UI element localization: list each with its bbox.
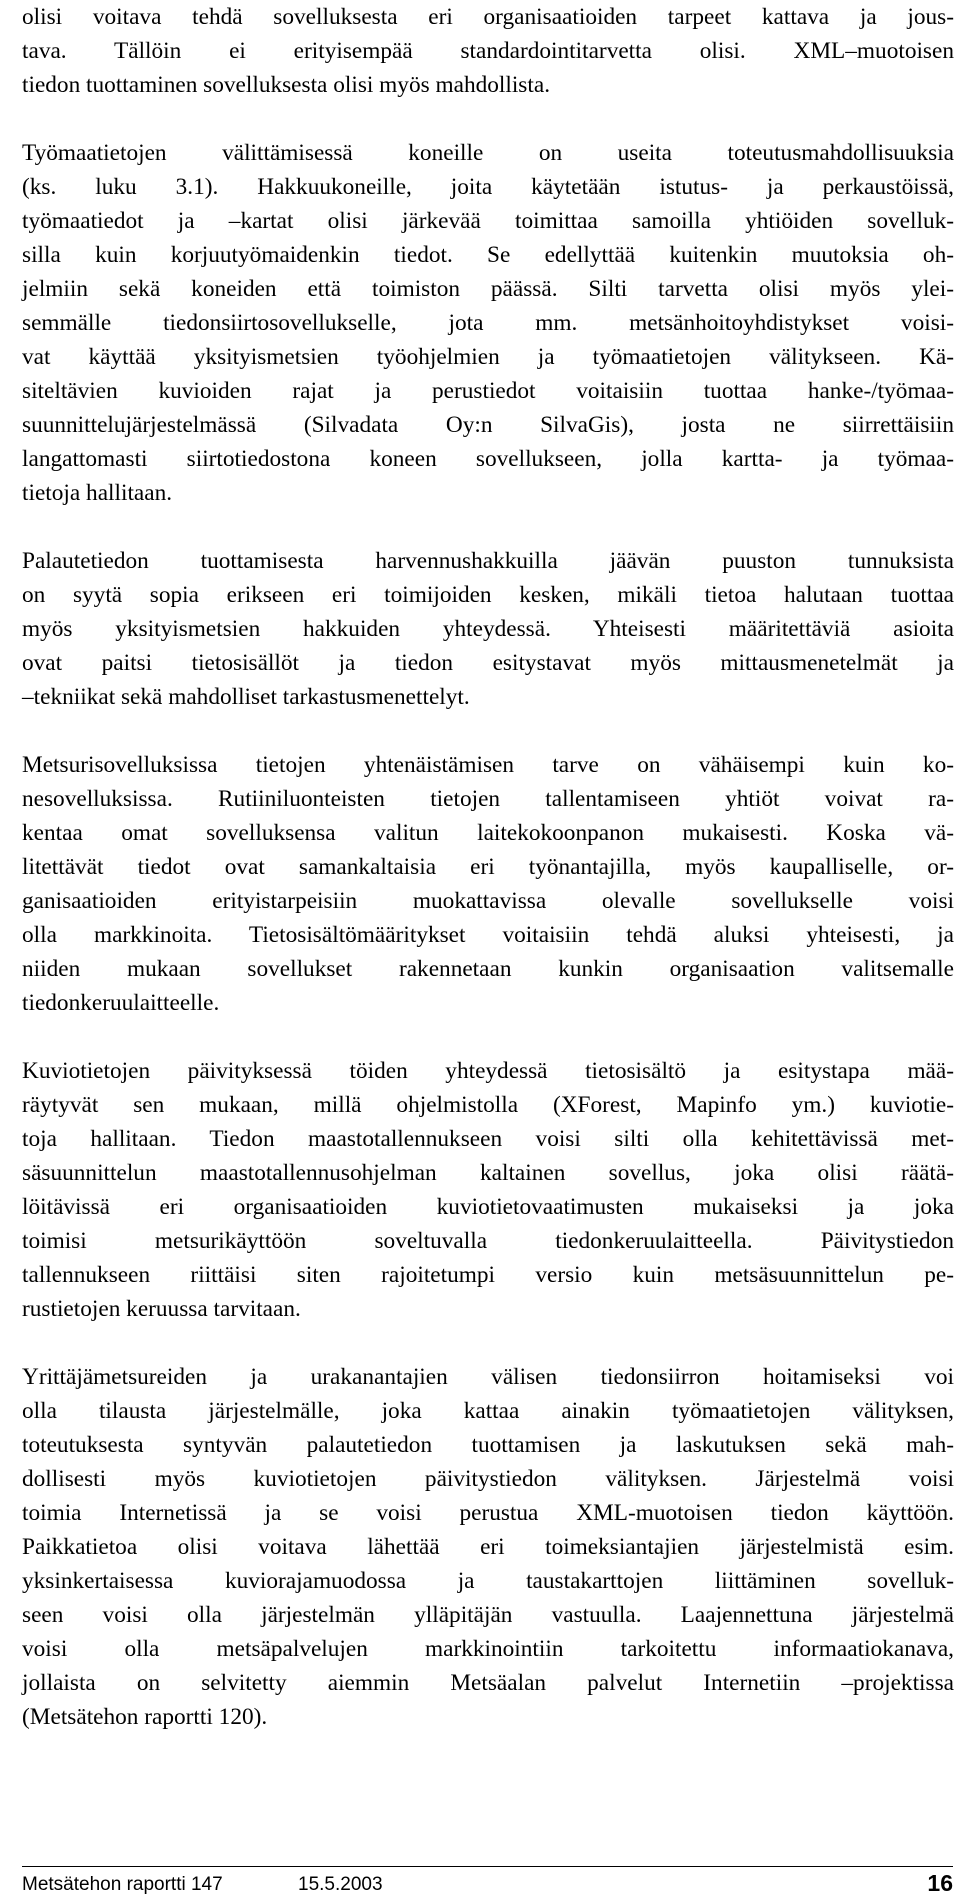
text-line: tava. Tällöin ei erityisempää standardointitarvetta olisi. XML–muotoisen xyxy=(22,38,954,64)
text-line: räytyvät sen mukaan, millä ohjelmistolla (XForest, Mapinfo ym.) kuviotie- xyxy=(22,1092,954,1118)
text-line: työmaatiedot ja –kartat olisi järkevää toimittaa samoilla yhtiöiden sovelluk- xyxy=(22,208,954,234)
text-line: Metsurisovelluksissa tietojen yhtenäistämisen tarve on vähäisempi kuin ko- xyxy=(22,752,954,778)
text-line: myös yksityismetsien hakkuiden yhteydessä. Yhteisesti määritettäviä asioita xyxy=(22,616,954,642)
text-line: Palautetiedon tuottamisesta harvennushakkuilla jäävän puuston tunnuksista xyxy=(22,548,954,574)
paragraph xyxy=(22,1054,954,1326)
text-line: Yrittäjämetsureiden ja urakanantajien välisen tiedonsiirron hoitamiseksi voi xyxy=(22,1364,954,1390)
text-line: Kuviotietojen päivityksessä töiden yhteydessä tietosisältö ja esitystapa mää- xyxy=(22,1058,954,1084)
text-line: (ks. luku 3.1). Hakkuukoneille, joita käytetään istutus- ja perkaustöissä, xyxy=(22,174,954,200)
text-line: toteutuksesta syntyvän palautetiedon tuottamisen ja laskutuksen sekä mah- xyxy=(22,1432,954,1458)
footer-date: 15.5.2003 xyxy=(298,1874,383,1895)
text-line: jollaista on selvitetty aiemmin Metsäalan palvelut Internetiin –projektissa xyxy=(22,1670,954,1696)
text-line: kentaa omat sovelluksensa valitun laitekokoonpanon mukaisesti. Koska vä- xyxy=(22,820,954,846)
text-line: dollisesti myös kuviotietojen päivitystiedon välityksen. Järjestelmä voisi xyxy=(22,1466,954,1492)
text-line: rustietojen keruussa tarvitaan. xyxy=(22,1296,301,1322)
text-line: tietoja hallitaan. xyxy=(22,480,173,506)
text-line: toimia Internetissä ja se voisi perustua XML-muotoisen tiedon käyttöön. xyxy=(22,1500,954,1526)
text-line: olla markkinoita. Tietosisältömääritykset voitaisiin tehdä aluksi yhteisesti, ja xyxy=(22,922,954,948)
text-line: semmälle tiedonsiirtosovellukselle, jota mm. metsänhoitoyhdistykset voisi- xyxy=(22,310,954,336)
footer-publication: Metsätehon raportti 147 xyxy=(22,1874,223,1895)
text-line: –tekniikat sekä mahdolliset tarkastusmenettelyt. xyxy=(22,684,470,710)
text-line: Työmaatietojen välittämisessä koneille on useita toteutusmahdollisuuksia xyxy=(22,140,954,166)
text-line: silla kuin korjuutyömaidenkin tiedot. Se edellyttää kuitenkin muutoksia oh- xyxy=(22,242,954,268)
paragraph xyxy=(22,1360,954,1734)
text-line: Paikkatietoa olisi voitava lähettää eri toimeksiantajien järjestelmistä esim. xyxy=(22,1534,954,1560)
text-line: seen voisi olla järjestelmän ylläpitäjän vastuulla. Laajennettuna järjestelmä xyxy=(22,1602,954,1628)
text-line: olisi voitava tehdä sovelluksesta eri organisaatioiden tarpeet kattava ja jous- xyxy=(22,4,954,30)
page-footer xyxy=(22,1866,953,1899)
text-line: siteltävien kuvioiden rajat ja perustiedot voitaisiin tuottaa hanke-/työmaa- xyxy=(22,378,954,404)
text-line: voisi olla metsäpalvelujen markkinointiin tarkoitettu informaatiokanava, xyxy=(22,1636,954,1662)
text-line: ovat paitsi tietosisällöt ja tiedon esitystavat myös mittausmenetelmät ja xyxy=(22,650,954,676)
document-body xyxy=(22,0,954,1768)
text-line: tiedon tuottaminen sovelluksesta olisi myös mahdollista. xyxy=(22,72,551,98)
text-line: vat käyttää yksityismetsien työohjelmien ja työmaatietojen välitykseen. Kä- xyxy=(22,344,954,370)
text-line: langattomasti siirtotiedostona koneen sovellukseen, jolla kartta- ja työmaa- xyxy=(22,446,954,472)
text-line: niiden mukaan sovellukset rakennetaan kunkin organisaation valitsemalle xyxy=(22,956,954,982)
paragraph xyxy=(22,0,954,102)
paragraph xyxy=(22,136,954,510)
text-line: suunnittelujärjestelmässä (Silvadata Oy:n SilvaGis), josta ne siirrettäisiin xyxy=(22,412,954,438)
paragraph xyxy=(22,544,954,714)
text-line: litettävät tiedot ovat samankaltaisia eri työnantajilla, myös kaupalliselle, or- xyxy=(22,854,954,880)
paragraph xyxy=(22,748,954,1020)
text-line: toimisi metsurikäyttöön soveltuvalla tiedonkeruulaitteella. Päivitystiedon xyxy=(22,1228,954,1254)
text-line: (Metsätehon raportti 120). xyxy=(22,1704,268,1730)
text-line: tiedonkeruulaitteelle. xyxy=(22,990,220,1016)
text-line: tallennukseen riittäisi siten rajoitetumpi versio kuin metsäsuunnittelun pe- xyxy=(22,1262,954,1288)
text-line: ganisaatioiden erityistarpeisiin muokattavissa olevalle sovellukselle voisi xyxy=(22,888,954,914)
text-line: jelmiin sekä koneiden että toimiston päässä. Silti tarvetta olisi myös ylei- xyxy=(22,276,954,302)
text-line: löitävissä eri organisaatioiden kuviotietovaatimusten mukaiseksi ja joka xyxy=(22,1194,954,1220)
text-line: yksinkertaisessa kuviorajamuodossa ja taustakarttojen liittäminen sovelluk- xyxy=(22,1568,954,1594)
text-line: säsuunnittelun maastotallennusohjelman kaltainen sovellus, joka olisi räätä- xyxy=(22,1160,954,1186)
footer-page-number: 16 xyxy=(927,1870,953,1896)
text-line: toja hallitaan. Tiedon maastotallennukseen voisi silti olla kehitettävissä met- xyxy=(22,1126,954,1152)
text-line: on syytä sopia erikseen eri toimijoiden kesken, mikäli tietoa halutaan tuottaa xyxy=(22,582,954,608)
text-line: olla tilausta järjestelmälle, joka kattaa ainakin työmaatietojen välityksen, xyxy=(22,1398,954,1424)
text-line: nesovelluksissa. Rutiiniluonteisten tietojen tallentamiseen yhtiöt voivat ra- xyxy=(22,786,954,812)
